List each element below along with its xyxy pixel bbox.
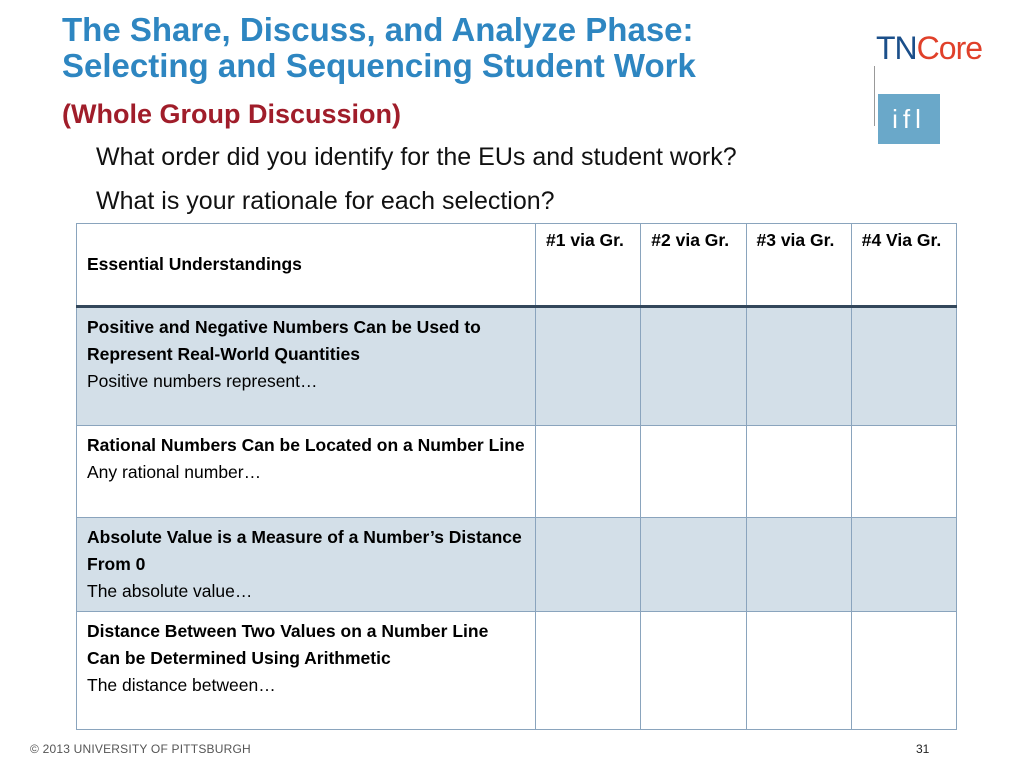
logo-divider (874, 66, 875, 126)
slide-subtitle: (Whole Group Discussion) (62, 99, 402, 129)
eu-title: Absolute Value is a Measure of a Number’s Distance From 0 (87, 527, 522, 574)
eu-cell (77, 426, 536, 518)
eu-sequencing-table (76, 223, 957, 730)
eu-title: Distance Between Two Values on a Number Line Can be Determined Using Arithmetic (87, 621, 489, 668)
group-4-cell (851, 426, 956, 518)
table-row (77, 307, 957, 426)
tncore-ifl-logo (866, 28, 1006, 134)
question-order: What order did you identify for the EUs and student work? (96, 143, 737, 171)
eu-description: The absolute value… (87, 581, 253, 601)
tncore-logo (876, 28, 982, 68)
group-1-cell (536, 612, 641, 730)
eu-cell (77, 518, 536, 612)
group-4-cell (851, 307, 956, 426)
header-group-3: #3 via Gr. (746, 224, 851, 307)
group-3-cell (746, 612, 851, 730)
group-1-cell (536, 518, 641, 612)
header-group-1: #1 via Gr. (536, 224, 641, 307)
table-row (77, 518, 957, 612)
header-group-4: #4 Via Gr. (851, 224, 956, 307)
group-4-cell (851, 518, 956, 612)
question-rationale: What is your rationale for each selection? (96, 187, 555, 215)
logo-core-text: Core (916, 30, 983, 66)
eu-description: Positive numbers represent… (87, 371, 318, 391)
eu-title: Positive and Negative Numbers Can be Used to Represent Real-World Quantities (87, 317, 481, 364)
group-2-cell (641, 426, 746, 518)
group-1-cell (536, 307, 641, 426)
group-2-cell (641, 307, 746, 426)
group-3-cell (746, 426, 851, 518)
header-essential-understandings: Essential Understandings (77, 224, 536, 307)
group-3-cell (746, 307, 851, 426)
group-3-cell (746, 518, 851, 612)
eu-cell (77, 612, 536, 730)
ifl-logo: ifl (878, 94, 940, 144)
group-4-cell (851, 612, 956, 730)
table-row (77, 426, 957, 518)
eu-title: Rational Numbers Can be Located on a Number Line (87, 435, 525, 455)
table-header-row (77, 224, 957, 307)
slide-title-line1: The Share, Discuss, and Analyze Phase: (62, 11, 694, 48)
copyright-footer: © 2013 UNIVERSITY OF PITTSBURGH (30, 742, 251, 756)
slide-title-line2: Selecting and Sequencing Student Work (62, 47, 696, 84)
eu-description: The distance between… (87, 675, 276, 695)
logo-tn-text: TN (876, 30, 917, 66)
group-2-cell (641, 518, 746, 612)
slide-title (62, 12, 862, 84)
slide-number: 31 (916, 742, 930, 756)
table-row (77, 612, 957, 730)
eu-description: Any rational number… (87, 462, 262, 482)
group-2-cell (641, 612, 746, 730)
header-group-2: #2 via Gr. (641, 224, 746, 307)
group-1-cell (536, 426, 641, 518)
eu-cell (77, 307, 536, 426)
